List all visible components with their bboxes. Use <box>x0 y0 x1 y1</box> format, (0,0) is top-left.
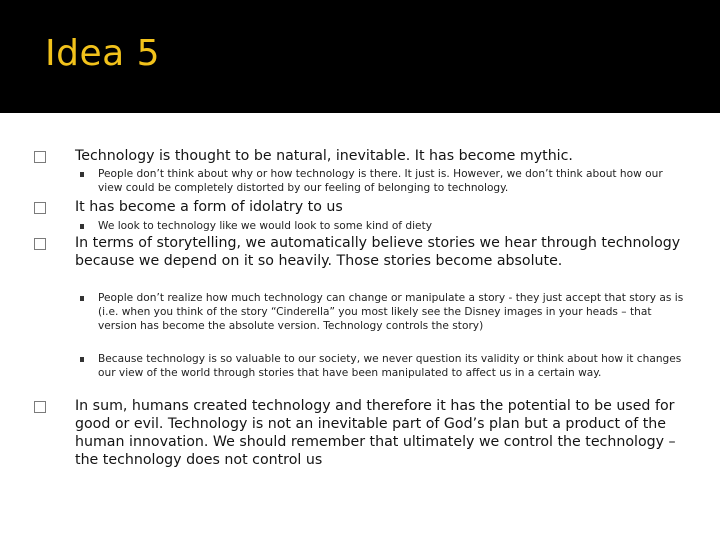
sub-bullet-item: People don’t realize how much technology can change or manipulate a story - they just accept that story as is (i.e. when you think of the story “Cinderella” you most likely see the Disney images in your heads – that version has become the absolute version. Technology controls the story) <box>98 292 684 332</box>
bullet-item: In terms of storytelling, we automatically believe stories we hear through technology because we depend on it so heavily. Those stories become absolute. <box>75 235 681 269</box>
sub-bullet-marker-icon <box>80 224 84 229</box>
sub-bullet-item: People don’t think about why or how technology is there. It just is. However, we don’t think about how our view could be completely distorted by our feeling of belonging to technology. <box>98 168 663 194</box>
sub-bullet-marker-icon <box>80 296 84 301</box>
bullet-item: In sum, humans created technology and therefore it has the potential to be used for good or evil. Technology is not an inevitable part of God’s plan but a product of the human innovation. We should remember that ultimately we control the technology – the technology does not control us <box>75 398 676 468</box>
bullet-item: Technology is thought to be natural, inevitable. It has become mythic. <box>75 148 573 164</box>
bullet-marker-icon <box>34 151 46 163</box>
sub-bullet-marker-icon <box>80 357 84 362</box>
sub-bullet-item: We look to technology like we would look to some kind of diety <box>98 220 433 232</box>
bullet-marker-icon <box>34 202 46 214</box>
sub-bullet-marker-icon <box>80 172 84 177</box>
bullet-item: It has become a form of idolatry to us <box>75 199 343 215</box>
bullet-marker-icon <box>34 401 46 413</box>
slide-title: Idea 5 <box>45 33 161 74</box>
bullet-marker-icon <box>34 238 46 250</box>
sub-bullet-item: Because technology is so valuable to our society, we never question its validity or think about how it changes our view of the world through stories that have been manipulated to affect us in a certain way. <box>98 353 682 379</box>
